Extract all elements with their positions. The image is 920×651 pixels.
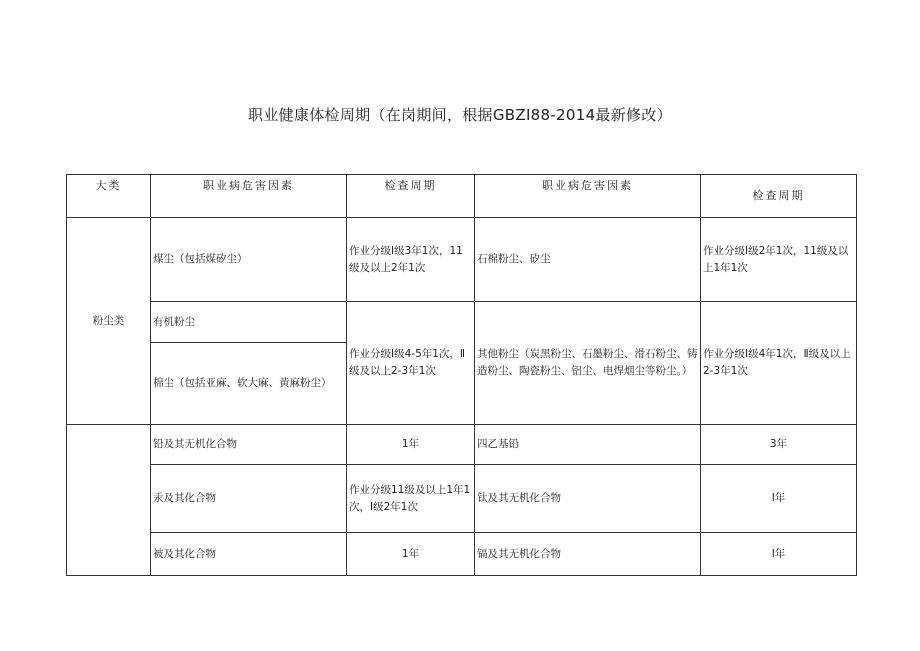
factor-cell: 汞及其化合物 — [151, 465, 347, 533]
factor-cell: 其他粉尘（炭黑粉尘、石墨粉尘、滑石粉尘、铸造粉尘、陶瓷粉尘、铝尘、电焊烟尘等粉尘。） — [475, 302, 701, 425]
header-factor-left: 职业病危害因素 — [151, 175, 347, 218]
factor-cell: 石棉粉尘、矽尘 — [475, 218, 701, 302]
period-cell: 1年 — [347, 425, 475, 465]
page-title: 职业健康体检周期（在岗期间，根据GBZI88-2014最新修改） — [248, 106, 672, 124]
period-cell: I年 — [701, 465, 857, 533]
period-cell: 作业分级Ⅰ级3年1次，11级及以上2年1次 — [347, 218, 475, 302]
table-row — [67, 302, 857, 343]
factor-cell: 镉及其无机化合物 — [475, 533, 701, 576]
table-header-row — [67, 175, 857, 218]
header-period-left: 检查周期 — [347, 175, 475, 218]
factor-cell: 四乙基铅 — [475, 425, 701, 465]
period-cell: 作业分级Ⅰ级4年1次，Ⅱ级及以上2-3年1次 — [701, 302, 857, 425]
table-row — [67, 533, 857, 576]
category-cell: 粉尘类 — [67, 218, 151, 425]
period-cell: I年 — [701, 533, 857, 576]
factor-cell: 钛及其无机化合物 — [475, 465, 701, 533]
period-cell: 3年 — [701, 425, 857, 465]
table-row — [67, 465, 857, 533]
period-cell: 作业分级11级及以上1年1次，Ⅰ级2年1次 — [347, 465, 475, 533]
factor-cell: 被及其化合物 — [151, 533, 347, 576]
header-category: 大类 — [67, 175, 151, 218]
factor-cell: 铅及其无机化合物 — [151, 425, 347, 465]
factor-cell: 有机粉尘 — [151, 302, 347, 343]
header-period-right: 检查周期 — [701, 175, 857, 218]
period-cell: 作业分级Ⅰ级4-5年1次，Ⅱ级及以上2-3年1次 — [347, 302, 475, 425]
period-cell: 1年 — [347, 533, 475, 576]
health-check-table — [66, 174, 857, 576]
category-cell — [67, 425, 151, 576]
table-row — [67, 425, 857, 465]
factor-cell: 棉尘（包括亚麻、软大麻、黄麻粉尘） — [151, 343, 347, 425]
header-factor-right: 职业病危害因素 — [475, 175, 701, 218]
table-row — [67, 218, 857, 302]
factor-cell: 煤尘（包括煤矽尘） — [151, 218, 347, 302]
period-cell: 作业分级Ⅰ级2年1次，11级及以上1年1次 — [701, 218, 857, 302]
